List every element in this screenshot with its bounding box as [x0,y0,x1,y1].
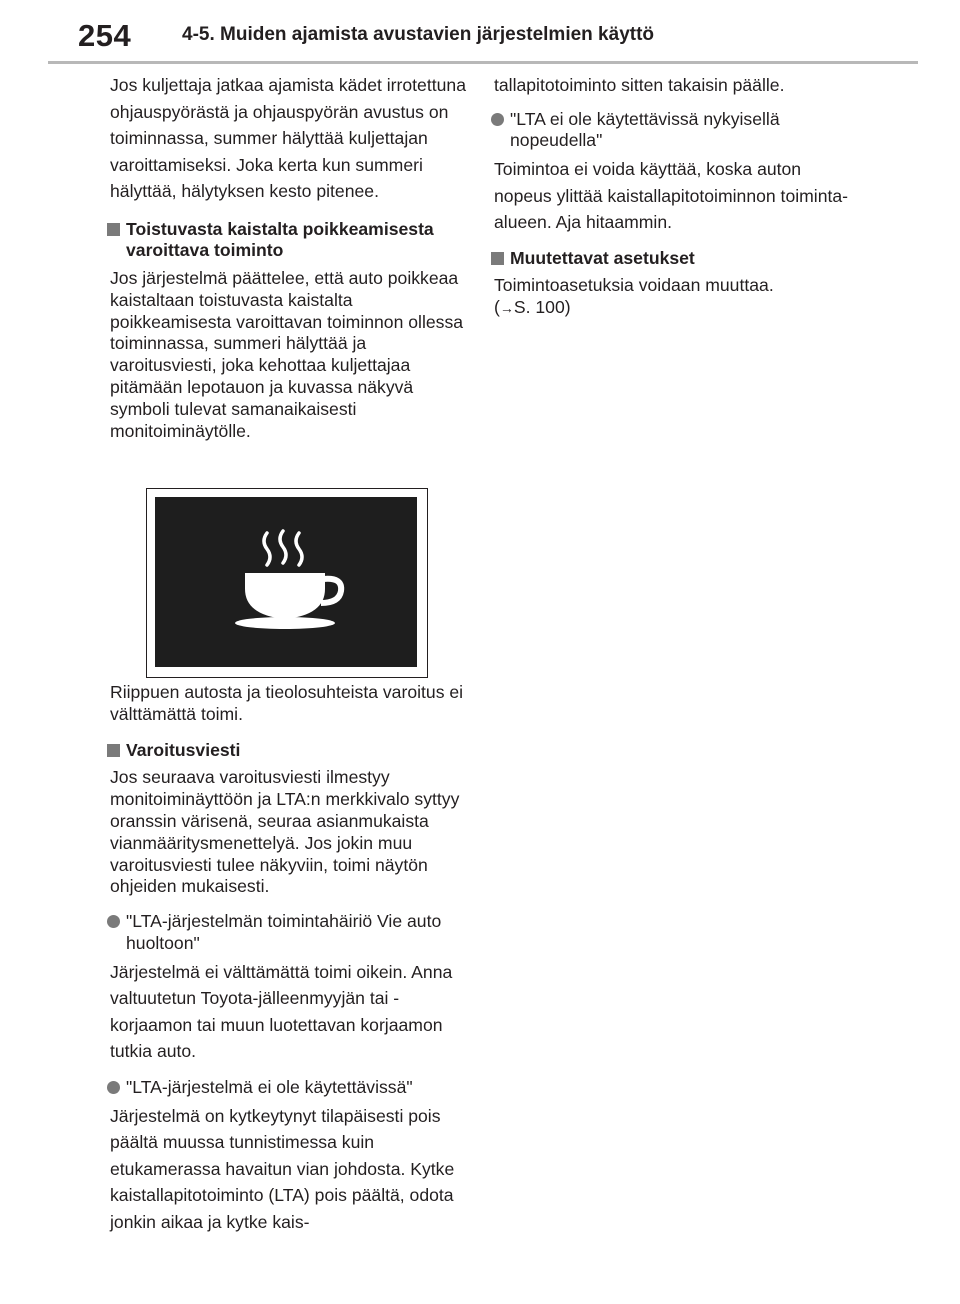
bullet-unavailable [107,1077,470,1099]
section-heading-warning-message [107,740,470,762]
heading-text: Muutettavat asetukset [510,247,695,268]
round-bullet-icon [107,915,120,928]
bullet-malfunction [107,911,470,955]
intro-paragraph: Jos kuljettaja jatkaa ajamista kädet irrotettuna ohjauspyörästä ja ohjauspyörän avustus on toiminnassa, summer hälyttää kuljettajan varoittamiseksi. Joka kerta kun summeri hälyttää, hälytyksen kesto pitenee. [110,75,466,201]
header-divider [48,61,918,64]
round-bullet-icon [491,113,504,126]
continuation-paragraph: tallapitotoiminto sitten takaisin päälle. [494,75,785,95]
left-column-lower [110,682,470,1235]
bullet-speed [491,109,854,153]
page-reference-link[interactable]: S. 100) [513,297,571,318]
bullet-text: "LTA-järjestelmä ei ole käytettävissä" [126,1076,413,1097]
right-column [494,72,854,320]
heading-text: Toistuvasta kaistalta poikkeamisesta varoittava toiminto [126,218,434,261]
bullet-text: "LTA-järjestelmän toimintahäiriö Vie auto huoltoon" [126,911,442,953]
speed-paragraph: Toimintoa ei voida käyttää, koska auton nopeus ylittää kaistallapitotoiminnon toiminta-alueen. Aja hitaammin. [494,159,849,233]
square-bullet-icon [107,744,120,757]
section-heading-repeated-departure [107,219,470,263]
display-panel [155,497,417,667]
repeated-departure-paragraph: Jos järjestelmä päättelee, että auto poikkeaa kaistaltaan toistuvasta kaistalta poikkeamisesta varoittavan toiminnon ollessa toiminnassa, summeri hälyttää ja varoitusviesti, joka kehottaa kuljettajaa pitämään lepotauon ja kuvassa näkyvä symboli tulevat samanaikaisesti monitoiminäytölle. [110,268,464,441]
square-bullet-icon [491,252,504,265]
settings-paragraph: Toimintoasetuksia voidaan muuttaa. [494,275,774,296]
round-bullet-icon [107,1081,120,1094]
page-header [0,0,960,66]
coffee-symbol-figure [146,488,428,678]
page-number: 254 [78,18,132,53]
warning-paragraph: Jos seuraava varoitusviesti ilmestyy monitoiminäyttöön ja LTA:n merkkivalo syttyy oranssin värisenä, seuraa asianmukaista vianmääritysmenettelyä. Jos jokin muu varoitusviesti tulee näkyviin, toimi näytön ohjeiden mukaisesti. [110,767,460,897]
left-column [110,72,470,442]
coffee-cup-icon [155,497,417,667]
settings-reference: (→S. 100) [494,297,571,318]
bullet-text: "LTA ei ole käytettävissä nykyisellä nopeudella" [510,108,780,151]
section-heading-settings [491,248,854,270]
malfunction-paragraph: Järjestelmä ei välttämättä toimi oikein. Anna valtuutetun Toyota-jälleenmyyjän tai -korjaamon tai muun luotettavan korjaamon tutkia auto. [110,961,453,1062]
conditions-paragraph: Riippuen autosta ja tieolosuhteista varoitus ei välttämättä toimi. [110,682,464,724]
arrow-icon: → [499,300,514,317]
section-title: 4-5. Muiden ajamista avustavien järjestelmien käyttö [182,24,655,45]
square-bullet-icon [107,223,120,236]
unavailable-paragraph: Järjestelmä on kytkeytynyt tilapäisesti pois päältä muussa tunnistimessa kuin etukamerassa havaitun vian johdosta. Kytke kaistallapitotoiminto (LTA) pois päältä, odota jonkin aikaa ja kytke kais- [110,1105,455,1232]
heading-text: Varoitusviesti [126,739,241,760]
